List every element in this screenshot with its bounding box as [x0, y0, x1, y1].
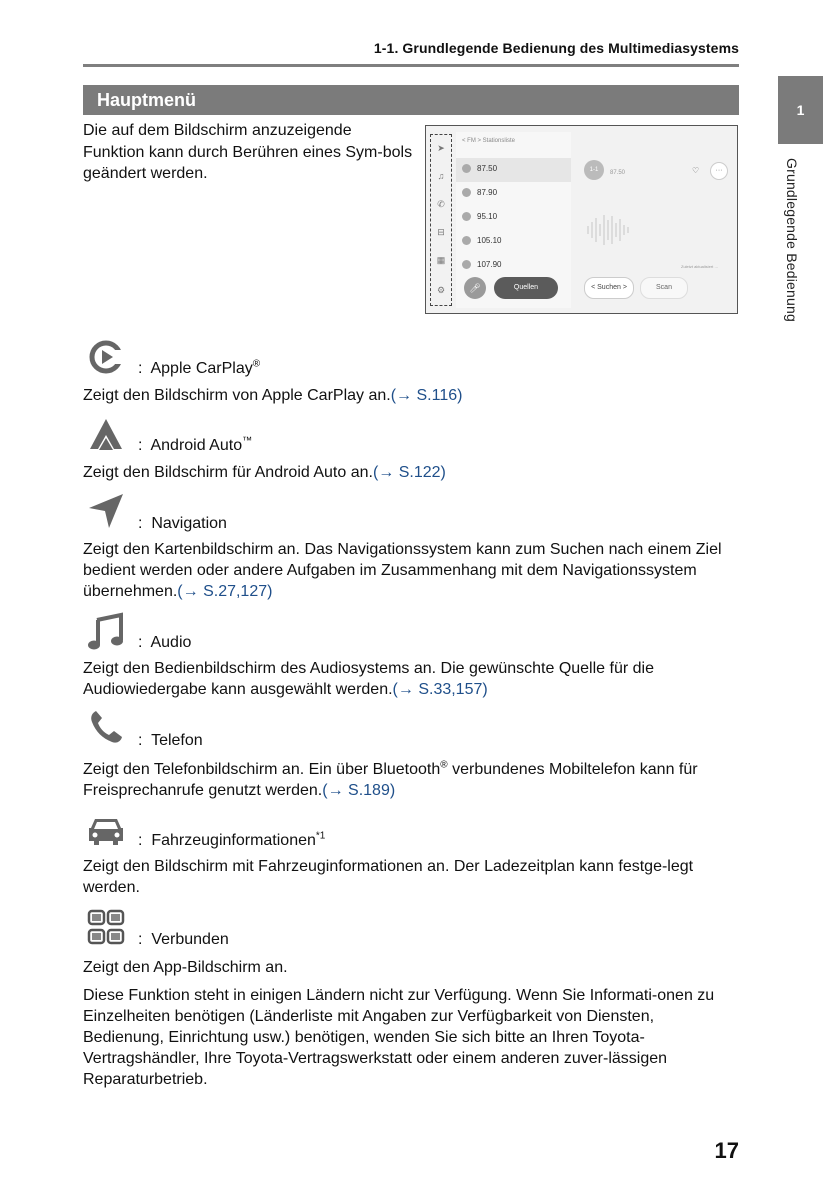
running-header: 1-1. Grundlegende Bedienung des Multimediasystems	[373, 40, 739, 56]
chapter-label: Grundlegende Bedienung	[784, 158, 800, 322]
phone-icon: ✆	[437, 199, 445, 209]
audio-icon	[87, 612, 125, 650]
navigation-icon: ➤	[437, 143, 445, 153]
more-icon: ···	[710, 162, 728, 180]
station-item: 107.90	[462, 260, 501, 269]
feature-label: : Android Auto™	[138, 435, 253, 454]
feature-label: : Apple CarPlay®	[138, 358, 261, 377]
scan-button: Scan	[640, 277, 688, 299]
gear-icon: ⚙	[436, 285, 446, 295]
heart-icon: ♡	[692, 166, 700, 175]
page-reference: (→ S.189)	[322, 782, 396, 799]
page-reference: (→ S.33,157)	[392, 681, 488, 698]
feature-label: : Verbunden	[138, 931, 229, 948]
audio-icon: ♫	[437, 171, 445, 181]
android-auto-icon	[87, 416, 125, 454]
now-playing-frequency: 87.50	[610, 170, 626, 176]
page-reference: (→ S.116)	[390, 387, 463, 404]
seek-button: < Suchen >	[584, 277, 634, 299]
availability-note: Diese Funktion steht in einigen Ländern nicht zur Verfügung. Wenn Sie Informati-onen zu Einzelheiten benötigen (Länderliste mit Angaben zur Verfügbarkeit von Diensten, Bedienung, Einrichtung usw.) benötigen, wenden Sie sich bitte an Ihren Toyota-Vertragshändler, Ihre Toyota-Vertragswerkstatt oder einem anderen zuver-lässigen Reparaturbetrieb.	[83, 987, 715, 1088]
phone-icon	[87, 708, 125, 746]
breadcrumb: < FM > Stationsliste	[462, 138, 516, 144]
feature-description: Zeigt den Bildschirm von Apple CarPlay an.(→ S.116)	[83, 387, 463, 404]
station-item: 95.10	[462, 212, 497, 221]
feature-description: Zeigt den Telefonbildschirm an. Ein über Bluetooth® verbundenes Mobiltelefon kann für Freisprechanrufe genutzt werden.(→ S.189)	[83, 759, 698, 799]
apple-carplay-icon	[87, 338, 125, 376]
page-reference: (→ S.27,127)	[177, 583, 273, 600]
feature-description: Zeigt den Bildschirm für Android Auto an.(→ S.122)	[83, 464, 446, 481]
station-logo: 1-1	[584, 160, 604, 180]
feature-label: : Audio	[138, 634, 192, 651]
page-reference: (→ S.122)	[372, 464, 446, 481]
car-icon: ⊟	[437, 227, 445, 237]
station-item: 105.10	[462, 236, 501, 245]
section-heading: Hauptmenü	[83, 85, 739, 115]
waveform-graphic	[584, 212, 634, 248]
microphone-icon: 🎤︎	[464, 277, 486, 299]
header-rule	[83, 64, 739, 67]
feature-description: Zeigt den Bildschirm mit Fahrzeuginformationen an. Der Ladezeitplan kann festge-legt werden.	[83, 858, 694, 896]
feature-description: Zeigt den Kartenbildschirm an. Das Navigationssystem kann zum Suchen nach einem Ziel bedient werden oder andere Aufgaben im Zusammenhang mit dem Navigationssystem übernehmen.(→ S.27,127)	[83, 541, 722, 600]
station-item: 87.50	[462, 164, 497, 173]
sources-button: Quellen	[494, 277, 558, 299]
update-note: Zuletzt aktualisiert …	[681, 264, 719, 269]
feature-label: : Fahrzeuginformationen$^{*1}$	[138, 830, 326, 849]
apps-grid-icon: ▦	[436, 255, 446, 265]
page-number: 17	[714, 1138, 739, 1163]
chapter-tab: 1	[778, 76, 823, 144]
feature-description: Zeigt den App-Bildschirm an.	[83, 959, 288, 976]
feature-description: Zeigt den Bedienbildschirm des Audiosystems an. Die gewünschte Quelle für die Audiowiedergabe kann ausgewählt werden.(→ S.33,157)	[83, 660, 654, 698]
main-menu-sidebar	[430, 134, 452, 306]
feature-label: : Telefon	[138, 732, 203, 749]
station-item: 87.90	[462, 188, 497, 197]
intro-text: Die auf dem Bildschirm anzuzeigende Funktion kann durch Berühren eines Sym-bols geändert werden.	[83, 122, 413, 182]
navigation-icon	[87, 492, 125, 530]
apps-grid-icon	[87, 909, 125, 947]
car-icon	[87, 811, 125, 849]
feature-label: : Navigation	[138, 515, 227, 532]
main-menu-screenshot	[425, 125, 738, 314]
